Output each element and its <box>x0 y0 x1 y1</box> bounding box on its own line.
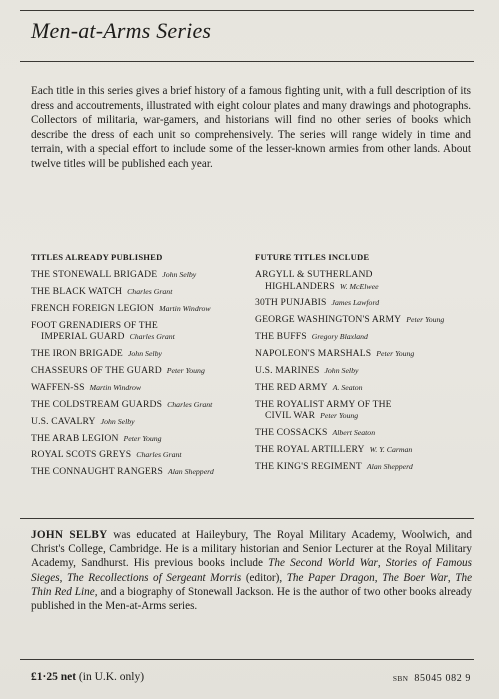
book-author: Martin Windrow <box>89 382 142 392</box>
book-title: The Thin Red Line <box>31 571 473 598</box>
book-title: NAPOLEON'S MARSHALS <box>255 348 372 360</box>
future-titles-column <box>255 252 475 478</box>
book-title: THE STONEWALL BRIGADE <box>31 269 158 280</box>
book-title: 30TH PUNJABIS <box>255 297 327 309</box>
book-list-item <box>255 461 475 473</box>
book-list-item <box>255 348 475 360</box>
book-list-item <box>31 320 251 343</box>
book-title-continued: HIGHLANDERS <box>265 280 335 292</box>
book-title: THE BLACK WATCH <box>31 285 123 297</box>
book-title: THE IRON BRIGADE <box>31 348 123 360</box>
book-title: GEORGE WASHINGTON'S ARMY <box>255 314 402 326</box>
author-name: JOHN SELBY <box>31 529 108 541</box>
book-title: CHASSEURS OF THE GUARD <box>31 364 162 376</box>
series-description: Each title in this series gives a brief history of a famous fighting unit, with a full description of its dress and accoutrements, illustrated with eight colour plates and many drawings and photographs. Collectors of militaria, war-gamers, and historians will find no other series of books which describe the dress of each unit so comprehensively. The series will range widely in time and terrain, with a special effort to include some of the lesser-known armies from other lands. About twelve titles will be published each year. <box>31 85 471 170</box>
book-title: THE RED ARMY <box>255 381 328 393</box>
book-list-item <box>255 444 475 456</box>
book-author: Martin Windrow <box>159 303 211 313</box>
book-author: Albert Seaton <box>332 428 376 438</box>
book-author: John Selby <box>162 270 197 279</box>
book-title: U.S. MARINES <box>255 364 320 376</box>
bio-separator: , <box>377 557 386 570</box>
book-title: The Recollections of Sergeant Morris <box>66 571 242 584</box>
book-list-item <box>31 382 251 394</box>
bio-rule <box>20 518 474 519</box>
book-list-item <box>255 269 475 292</box>
book-list-item <box>255 427 475 439</box>
book-author: John Selby <box>324 365 359 375</box>
book-author: John Selby <box>100 416 135 426</box>
book-author: A. Seaton <box>332 382 363 392</box>
bio-separator: , <box>374 571 383 584</box>
book-title: The Paper Dragon <box>286 571 375 584</box>
published-heading: TITLES ALREADY PUBLISHED <box>31 252 163 262</box>
book-title-continued: IMPERIAL GUARD <box>41 331 125 343</box>
book-author: Alan Shepperd <box>167 467 214 477</box>
sbn-label: SBN <box>392 674 409 683</box>
book-title: THE COSSACKS <box>255 427 328 439</box>
book-title: THE COLDSTREAM GUARDS <box>31 398 163 410</box>
book-author: Peter Young <box>166 365 205 375</box>
future-list <box>255 269 475 472</box>
book-author: Peter Young <box>406 315 445 325</box>
book-author: W. Y. Carman <box>369 445 413 455</box>
book-title: ROYAL SCOTS GREYS <box>31 449 132 461</box>
book-author: Peter Young <box>376 349 415 359</box>
sbn-number <box>393 673 471 684</box>
bio-text: , and a biography of Stonewall Jackson. He is the author of two other books already published in the Men-at-Arms series. <box>31 585 472 613</box>
book-author: James Lawford <box>331 298 380 308</box>
book-list-item <box>31 286 251 298</box>
book-list-item <box>31 348 251 360</box>
book-list-item <box>31 416 251 428</box>
book-author: Charles Grant <box>167 399 213 409</box>
book-list-item <box>31 433 251 445</box>
footer-rule <box>20 659 474 660</box>
book-title: THE ARAB LEGION <box>31 432 119 444</box>
book-list-item <box>255 331 475 343</box>
book-list-item <box>31 269 251 281</box>
book-author: Gregory Blaxland <box>311 332 368 342</box>
book-title: THE ROYAL ARTILLERY <box>255 444 365 456</box>
future-heading: FUTURE TITLES INCLUDE <box>255 252 370 262</box>
book-author: John Selby <box>127 349 162 359</box>
series-title: Men-at-Arms Series <box>31 18 212 43</box>
book-author: W. McElwee <box>339 281 379 291</box>
price <box>31 671 144 683</box>
book-list-item <box>31 303 251 315</box>
book-list-item <box>255 314 475 326</box>
book-list-item <box>255 297 475 309</box>
author-bio <box>31 528 472 613</box>
book-author: Charles Grant <box>136 450 182 460</box>
bio-separator: (editor), <box>241 571 287 584</box>
book-title: THE KING'S REGIMENT <box>255 460 362 472</box>
book-title: FOOT GRENADIERS OF THE <box>31 319 158 331</box>
book-title: WAFFEN-SS <box>31 381 85 393</box>
book-title: THE ROYALIST ARMY OF THE <box>255 398 392 410</box>
book-author: Charles Grant <box>127 286 173 296</box>
book-list-item <box>255 399 475 422</box>
book-title: FRENCH FOREIGN LEGION <box>31 302 155 314</box>
book-list-item <box>31 466 251 478</box>
price-note: (in U.K. only) <box>76 671 145 683</box>
sbn-value: 85045 082 9 <box>414 673 471 684</box>
book-author: Peter Young <box>123 433 162 443</box>
bio-text: was educated at Haileybury, The Royal Military Academy, Woolwich, and Christ's College, Cambridge. He is a military historian and Senior Lecturer at the Royal Military Academy, Sandhurst. His previous books include <box>31 529 472 570</box>
book-list-item <box>255 382 475 394</box>
book-author: Peter Young <box>320 411 359 421</box>
book-title: Stories of Famous Sieges <box>31 557 472 584</box>
published-list <box>31 269 251 478</box>
bio-separator: , <box>59 571 67 584</box>
book-list-item <box>31 399 251 411</box>
book-title: THE BUFFS <box>255 331 307 343</box>
book-title: The Boer War <box>382 571 448 584</box>
book-title: THE CONNAUGHT RANGERS <box>31 466 163 478</box>
price-amount: £1·25 net <box>31 671 77 683</box>
book-author: Alan Shepperd <box>366 461 413 471</box>
title-rule <box>20 61 474 62</box>
top-rule <box>20 10 474 11</box>
book-title: U.S. CAVALRY <box>31 415 96 427</box>
book-list-item <box>31 365 251 377</box>
book-list-item <box>255 365 475 377</box>
book-title-continued: CIVIL WAR <box>265 410 316 422</box>
book-list-item <box>31 449 251 461</box>
bio-separator: , <box>447 571 456 584</box>
book-author: Charles Grant <box>129 332 175 342</box>
published-titles-column <box>31 252 251 483</box>
book-title: ARGYLL & SUTHERLAND <box>255 269 373 280</box>
book-title: The Second World War <box>268 557 378 570</box>
